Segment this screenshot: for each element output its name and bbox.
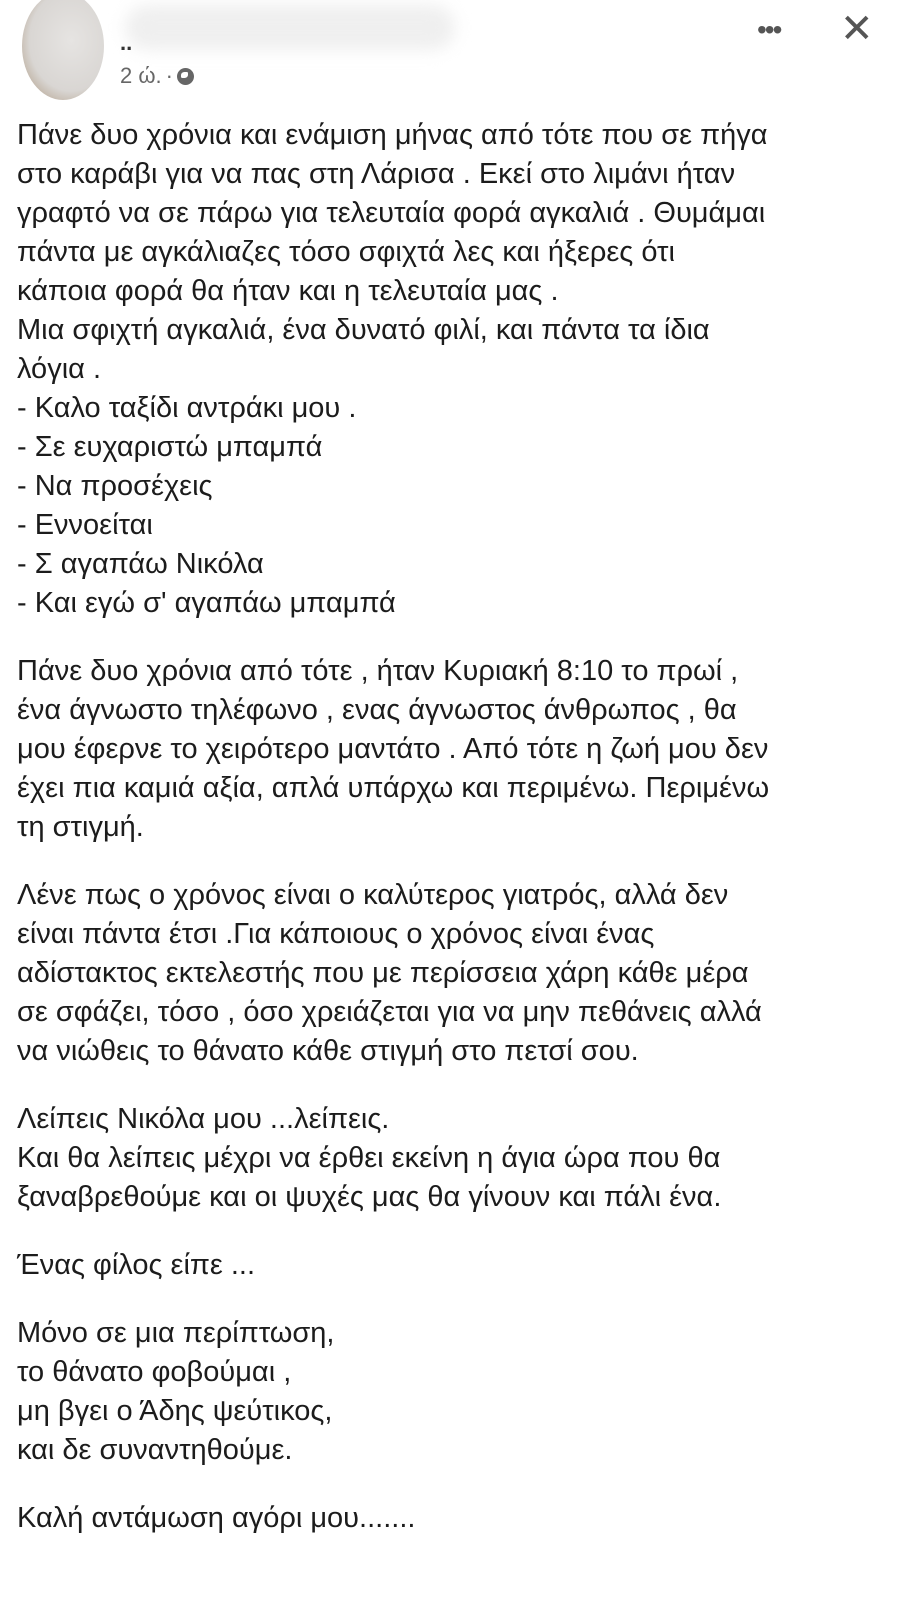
post-paragraph: [17, 1246, 769, 1285]
post-text-line: - Και εγώ σ' αγαπάω μπαμπά: [17, 587, 396, 619]
post-text-line: τη στιγμή.: [17, 811, 144, 843]
post-text-line: να νιώθεις το θάνατο κάθε στιγμή στο πετσί σου.: [17, 1035, 639, 1067]
post-text-line: Και θα λείπεις μέχρι να έρθει εκείνη η άγια ώρα που θα: [17, 1142, 721, 1174]
post-paragraph: [17, 876, 769, 1071]
post-text-line: ξαναβρεθούμε και οι ψυχές μας θα γίνουν και πάλι ένα.: [17, 1181, 722, 1213]
paragraph-gap: [17, 1285, 769, 1314]
post-text-line: - Σε ευχαριστώ μπαμπά: [17, 431, 323, 463]
post-text-line: Ένας φίλος είπε ...: [17, 1249, 256, 1281]
post-text-line: Πάνε δυο χρόνια από τότε , ήταν Κυριακή 8:10 το πρωί ,: [17, 655, 739, 687]
post-paragraph: [17, 1499, 769, 1538]
post-text-line: Καλή αντάμωση αγόρι μου.......: [17, 1502, 416, 1534]
post-paragraph: [17, 1314, 769, 1470]
post-text-line: λόγια .: [17, 353, 102, 385]
post-paragraph: [17, 1100, 769, 1217]
paragraph-gap: [17, 1470, 769, 1499]
post-text-line: μου έφερνε το χειρότερο μαντάτο . Από τότε η ζωή μου δεν: [17, 733, 769, 765]
post-text-line: - Σ αγαπάω Νικόλα: [17, 548, 264, 580]
post-text-line: γραφτό να σε πάρω για τελευταία φορά αγκαλιά . Θυμάμαι: [17, 197, 766, 229]
post-text-line: το θάνατο φοβούμαι ,: [17, 1356, 292, 1388]
post-text-line: Μόνο σε μια περίπτωση,: [17, 1317, 335, 1349]
post-text-line: και δε συναντηθούμε.: [17, 1434, 293, 1466]
post-text-line: σε σφάζει, τόσο , όσο χρειάζεται για να μην πεθάνεις αλλά: [17, 996, 762, 1028]
post-text-line: πάντα με αγκάλιαζες τόσο σφιχτά λες και ήξερες ότι: [17, 236, 675, 268]
post-text-line: Πάνε δυο χρόνια και ενάμιση μήνας από τότε που σε πήγα: [17, 119, 768, 151]
post-text-line: Λένε πως ο χρόνος είναι ο καλύτερος γιατρός, αλλά δεν: [17, 879, 729, 911]
post-paragraph: [17, 116, 769, 623]
paragraph-gap: [17, 1217, 769, 1246]
timestamp[interactable]: 2 ώ.: [120, 63, 162, 88]
post-text-line: είναι πάντα έτσι .Για κάποιους ο χρόνος είναι ένας: [17, 918, 655, 950]
post-text-line: έχει πια καμιά αξία, απλά υπάρχω και περιμένω. Περιμένω: [17, 772, 770, 804]
post-body: [17, 116, 769, 1538]
blurred-name-overlay: [125, 5, 455, 50]
post-text-line: - Καλο ταξίδι αντράκι μου .: [17, 392, 357, 424]
post-text-line: Μια σφιχτή αγκαλιά, ένα δυνατό φιλί, και πάντα τα ίδια: [17, 314, 710, 346]
author-name[interactable]: ..: [120, 30, 133, 55]
avatar[interactable]: [22, 0, 104, 100]
separator: ·: [165, 63, 173, 88]
more-options-icon[interactable]: •••: [757, 14, 781, 45]
paragraph-gap: [17, 623, 769, 652]
paragraph-gap: [17, 847, 769, 876]
post-text-line: Λείπεις Νικόλα μου ...λείπεις.: [17, 1103, 390, 1135]
post-text-line: κάποια φορά θα ήταν και η τελευταία μας .: [17, 275, 559, 307]
post-text-line: αδίστακτος εκτελεστής που με περίσσεια χάρη κάθε μέρα: [17, 957, 749, 989]
post-text-line: - Να προσέχεις: [17, 470, 213, 502]
post-meta: [120, 63, 194, 89]
close-icon[interactable]: ✕: [840, 7, 874, 51]
post-text-line: μη βγει ο Άδης ψεύτικος,: [17, 1395, 333, 1427]
post-text-line: ένα άγνωστο τηλέφωνο , ενας άγνωστος άνθρωπος , θα: [17, 694, 737, 726]
globe-icon: [177, 68, 194, 85]
post-text-line: στο καράβι για να πας στη Λάρισα . Εκεί στο λιμάνι ήταν: [17, 158, 736, 190]
post-paragraph: [17, 652, 769, 847]
paragraph-gap: [17, 1071, 769, 1100]
post-text-line: - Εννοείται: [17, 509, 153, 541]
